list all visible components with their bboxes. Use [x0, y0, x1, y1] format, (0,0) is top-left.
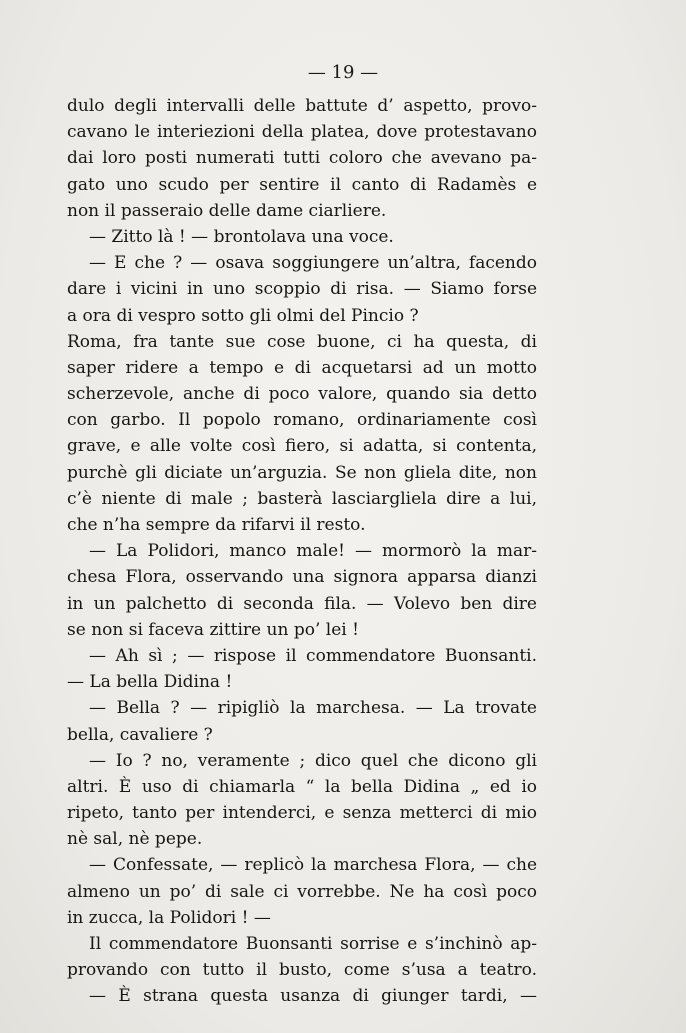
text-line: — Bella ? — ripigliò la marchesa. — La trovate — [89, 698, 537, 719]
text-line: grave, e alle volte così fiero, si adatta, si contenta, — [67, 436, 537, 457]
text-line: saper ridere a tempo e di acquetarsi ad un motto — [67, 357, 537, 378]
text-line: — Zitto là ! — brontolava una voce. — [89, 226, 394, 247]
text-line: dare i vicini in uno scoppio di risa. — Siamo forse — [67, 279, 537, 300]
text-line: nè sal, nè pepe. — [67, 829, 203, 850]
text-line: in zucca, la Polidori ! — — [67, 907, 271, 928]
text-line: — È strana questa usanza di giunger tardi, — — [89, 986, 537, 1007]
text-line: a ora di vespro sotto gli olmi del Pincio ? — [67, 305, 419, 326]
text-line: — Ah sì ; — rispose il commendatore Buonsanti. — [89, 645, 537, 666]
text-line: gato uno scudo per sentire il canto di Radamès e — [67, 174, 537, 195]
text-line: non il passeraio delle dame ciarliere. — [67, 200, 387, 221]
text-line: dulo degli intervalli delle battute d’ aspetto, provo- — [67, 96, 537, 116]
text-line: che n’ha sempre da rifarvi il resto. — [67, 515, 366, 535]
text-line: altri. È uso di chiamarla “ la bella Didina „ ed io — [67, 776, 537, 797]
text-line: almeno un po’ di sale ci vorrebbe. Ne ha così poco — [67, 881, 537, 902]
text-line: — Io ? no, veramente ; dico quel che dicono gli — [89, 750, 537, 771]
text-line: dai loro posti numerati tutti coloro che avevano pa- — [67, 148, 537, 169]
text-line: chesa Flora, osservando una signora apparsa dianzi — [67, 567, 537, 588]
text-line: — La bella Didina ! — [67, 672, 233, 693]
text-line: c’è niente di male ; basterà lasciargliela dire a lui, — [67, 488, 537, 509]
text-line: ripeto, tanto per intenderci, e senza metterci di mio — [67, 803, 537, 824]
text-line: con garbo. Il popolo romano, ordinariamente così — [67, 410, 537, 431]
body-text — [67, 93, 537, 1010]
text-line: bella, cavaliere ? — [67, 724, 213, 745]
text-line: — Confessate, — replicò la marchesa Flora, — che — [89, 855, 537, 876]
text-line: scherzevole, anche di poco valore, quando sia detto — [67, 384, 537, 405]
page-number: — 19 — — [307, 62, 379, 83]
text-line: Roma, fra tante sue cose buone, ci ha questa, di — [67, 331, 537, 352]
text-line: — E che ? — osava soggiungere un’altra, facendo — [89, 253, 537, 274]
text-line: purchè gli diciate un’arguzia. Se non gliela dite, non — [67, 462, 537, 483]
text-line: — La Polidori, manco male! — mormorò la mar- — [89, 541, 537, 562]
text-line: cavano le interiezioni della platea, dove protestavano — [67, 122, 537, 143]
text-line: provando con tutto il busto, come s’usa a teatro. — [67, 960, 537, 981]
text-line: se non si faceva zittire un po’ lei ! — [67, 619, 359, 640]
text-line: Il commendatore Buonsanti sorrise e s’inchinò ap- — [89, 934, 537, 954]
text-line: in un palchetto di seconda fila. — Volevo ben dire — [67, 593, 537, 614]
